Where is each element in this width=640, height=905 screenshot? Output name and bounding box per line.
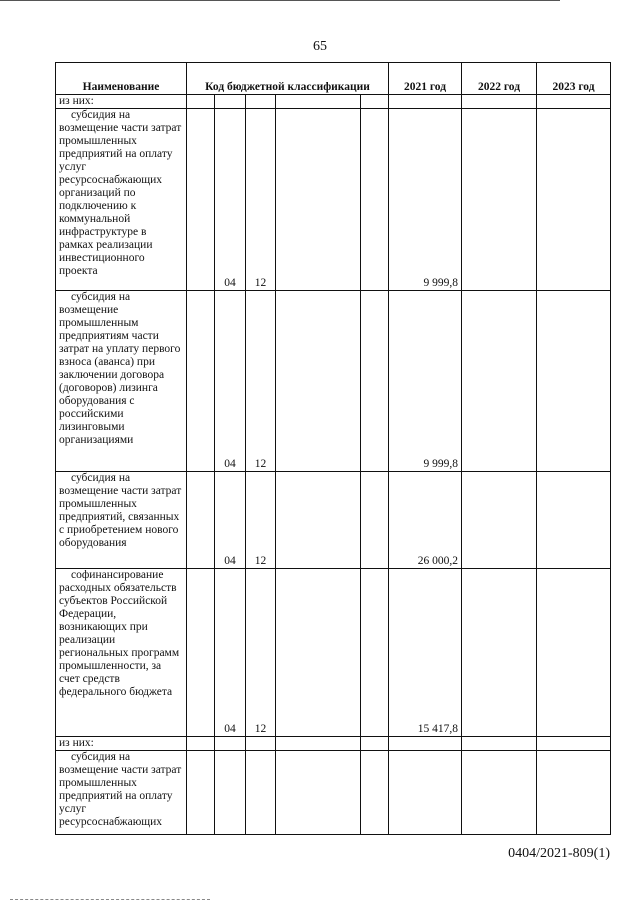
- value-2022: [462, 751, 537, 835]
- value-2021: 15 417,8: [389, 569, 462, 737]
- row-label: из них:: [56, 737, 187, 751]
- code-subsection: 12: [246, 109, 276, 291]
- code-target: [276, 109, 361, 291]
- code-section: 04: [215, 472, 246, 569]
- code-subsection: [246, 737, 276, 751]
- table-row: [56, 751, 611, 835]
- code-cell: [187, 737, 215, 751]
- table-row: [56, 569, 611, 737]
- row-label-text: субсидия на возмещение части затрат промышленных предприятий, связанных с приобретением нового оборудования: [59, 472, 182, 549]
- table-header-row: [56, 63, 611, 95]
- value-2022: [462, 291, 537, 472]
- row-label-text: субсидия на возмещение части затрат промышленных предприятий на оплату услуг ресурсоснабжающих организаций по подключению к коммунальной инфраструктуре в рамках реализации инвестиционного проекта: [59, 109, 182, 277]
- code-target: [276, 291, 361, 472]
- code-subsection: [246, 751, 276, 835]
- code-expense-type: [361, 109, 389, 291]
- header-2021: 2021 год: [389, 63, 462, 95]
- row-label: [56, 291, 187, 472]
- code-expense-type: [361, 95, 389, 109]
- code-section: [215, 737, 246, 751]
- value-2023: [537, 569, 611, 737]
- code-cell: [187, 472, 215, 569]
- code-target: [276, 751, 361, 835]
- code-subsection: [246, 95, 276, 109]
- value-2021: 9 999,8: [389, 291, 462, 472]
- row-label-text: софинансирование расходных обязательств субъектов Российской Федерации, возникающих при реализации региональных программ промышленности, за счет средств федерального бюджета: [59, 569, 180, 698]
- code-section: 04: [215, 291, 246, 472]
- value-2021: [389, 737, 462, 751]
- value-2022: [462, 569, 537, 737]
- value-2023: [537, 737, 611, 751]
- code-cell: [187, 109, 215, 291]
- value-2023: [537, 109, 611, 291]
- value-2022: [462, 472, 537, 569]
- budget-table: [55, 62, 611, 835]
- code-expense-type: [361, 569, 389, 737]
- code-section: [215, 95, 246, 109]
- code-expense-type: [361, 751, 389, 835]
- code-section: 04: [215, 109, 246, 291]
- bottom-divider: [10, 899, 210, 901]
- row-label: [56, 472, 187, 569]
- header-2022: 2022 год: [462, 63, 537, 95]
- document-code: 0404/2021-809(1): [508, 846, 610, 861]
- value-2022: [462, 109, 537, 291]
- code-subsection: 12: [246, 569, 276, 737]
- page-number: 65: [313, 39, 327, 54]
- code-expense-type: [361, 291, 389, 472]
- header-code: Код бюджетной классификации: [187, 63, 389, 95]
- code-cell: [187, 569, 215, 737]
- value-2023: [537, 95, 611, 109]
- row-label-text: субсидия на возмещение промышленным предприятиям части затрат на уплату первого взноса (аванса) при заключении договора (договоров) лизинга оборудования с российскими лизинговыми организациями: [59, 291, 181, 446]
- value-2022: [462, 737, 537, 751]
- code-subsection: 12: [246, 291, 276, 472]
- row-label: [56, 569, 187, 737]
- code-target: [276, 472, 361, 569]
- header-name: Наименование: [56, 63, 187, 95]
- value-2023: [537, 472, 611, 569]
- code-expense-type: [361, 472, 389, 569]
- table-row: [56, 472, 611, 569]
- code-section: [215, 751, 246, 835]
- table-row: [56, 291, 611, 472]
- code-cell: [187, 751, 215, 835]
- value-2023: [537, 291, 611, 472]
- table-body: [56, 95, 611, 835]
- value-2021: [389, 95, 462, 109]
- code-section: 04: [215, 569, 246, 737]
- code-cell: [187, 291, 215, 472]
- code-expense-type: [361, 737, 389, 751]
- value-2021: 26 000,2: [389, 472, 462, 569]
- row-label-text: субсидия на возмещение части затрат промышленных предприятий на оплату услуг ресурсоснабжающих: [59, 751, 182, 828]
- row-label: [56, 109, 187, 291]
- value-2021: [389, 751, 462, 835]
- code-subsection: 12: [246, 472, 276, 569]
- value-2021: 9 999,8: [389, 109, 462, 291]
- value-2022: [462, 95, 537, 109]
- code-target: [276, 95, 361, 109]
- row-label: из них:: [56, 95, 187, 109]
- code-target: [276, 737, 361, 751]
- table-row: [56, 737, 611, 751]
- code-target: [276, 569, 361, 737]
- value-2023: [537, 751, 611, 835]
- table-row: [56, 109, 611, 291]
- row-label: [56, 751, 187, 835]
- table-row: [56, 95, 611, 109]
- code-cell: [187, 95, 215, 109]
- header-2023: 2023 год: [537, 63, 611, 95]
- top-border-line: [0, 0, 560, 1]
